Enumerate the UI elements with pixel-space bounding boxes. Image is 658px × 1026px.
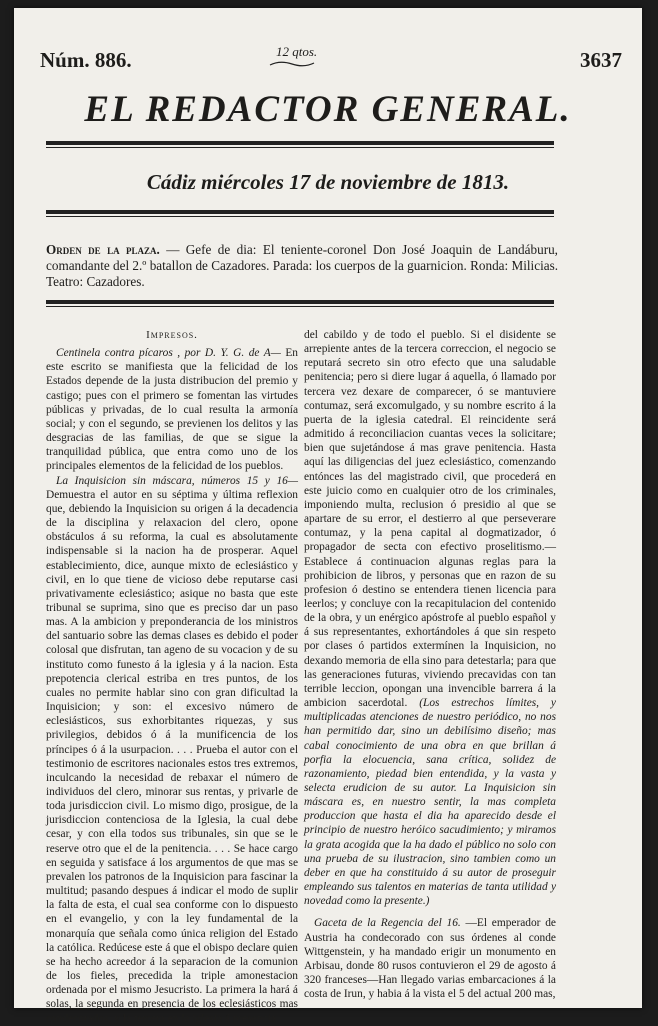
section-heading: Impresos.	[146, 329, 198, 341]
masthead-top	[28, 44, 628, 74]
rule-divider	[46, 147, 554, 148]
article-gaceta	[304, 916, 556, 1001]
flourish-ornament	[268, 60, 316, 68]
article-text: —El emperador de Austria ha condecorado con sus órdenes al conde Wittgenstein, y ha mandado erigir un monumento en Arbisau, donde 80 rusos contuvieron el 29 de agosto á 320 franceses—Han llegado varias embarcaciones á la costa de Irun, y habia á la vista el 5 del actual 200 mas,	[304, 917, 556, 1001]
newspaper-title: EL REDACTOR GENERAL.	[84, 89, 572, 130]
article-centinela	[46, 346, 298, 473]
article-lead: Gaceta de la Regencia del 16.	[314, 917, 461, 930]
orden-text: — Gefe de dia: El teniente-coronel Don José Joaquin de Landáburu, comandante del 2.º batallon de Cazadores. Parada: los cuerpos de la guarnicion. Ronda: Milicias. Teatro: Cazadores.	[46, 242, 559, 289]
issue-number: Núm. 886.	[40, 48, 132, 72]
rule-divider	[46, 141, 554, 145]
orden-de-la-plaza	[46, 242, 558, 290]
editorial-note: (Los estrechos límites, y multiplicadas atenciones de nuestro periódico, no nos han permitido dar, sino un debilísimo diseño; mas cabal conocimiento de una obra en que brillan á porfia la elocuencia, sana crítica, solidez de razonamiento, piedad bien entendida, y la vasta y selecta erudicion de su autor. La Inquisicion sin máscara es, en nuestro sentir, la mas completa produccion que hasta el dia ha aparecido desde el principio de nuestro heróico sacudimiento; y miramos la grata acogida que la ha dado el público no solo con una prueba de su ilustracion, sino tambien como un deber en que ha constituido á su autor de proseguir empleando sus talentos en materias de tanta utilidad y novedad como la presente.)	[304, 697, 556, 908]
issue-price: 12 qtos.	[276, 44, 318, 59]
article-lead: Centinela contra pícaros , por D. Y. G. de A—	[56, 347, 281, 360]
article-text: En este escrito se manifiesta que la felicidad de los Estados depende de la justa distribucion del premio y castigo; pues con el primero se fomentan las virtudes públicas y privadas, de lo cual resulta la armonía social; y con el segundo, se previenen los delitos y las desgracias de las familias, de que se sigue la tranquilidad pública, que entra como uno de los principales elementos de la felicidad de los pueblos.	[46, 347, 298, 473]
orden-label: Orden de la plaza.	[46, 242, 160, 257]
newspaper-page	[14, 8, 642, 1025]
rule-divider	[46, 216, 554, 217]
article-text: del cabildo y de todo el pueblo. Si el disidente se arrepiente antes de la tercera correccion, el negocio se reputará secreto sin otro efecto que una saludable penitencia; pero si diere lugar á aquella, ó llamado por tercera vez dexare de comparecer, ó se mantuviere contumaz, será excomulgado, y su nombre escrito á la puerta de la iglesia catedral. El reincidente será admitido á reconciliacion cuantas veces la solicitare; bien que sujetándose á mas grave penitencia. Hasta aquí las diligencias del juez eclesiástico, comenzando entónces las del magistrado civil, que procederá en este juicio como en cualquier otro de los criminales, imponiendo multa, reclusion ó presidio al que se apartare de su error, el destierro al que perseverare contumaz, y la pena capital al dogmatizador, ó propagador de secta con efectivo proselitismo.—Establece á continuacion algunas reglas para la prohibicion de libros, y personas que en razon de su profesion ó destino se entendera tienen licencia para leerlos; y concluye con la recapitulacion del contenido de la obra, y un enérgico apóstrofe al pueblo español y á sus representantes, exhortándoles á que sin respeto por clases ó partidos extermínen la Inquisicion, no dexando memoria de ella sino para detestarla; para que las generaciones futuras, viviendo precavidas con tan terrible leccion, opongan una invencible barrera á la ambicion sacerdotal.	[304, 329, 556, 710]
article-text: Demuestra el autor en su séptima y última reflexion que, debiendo la Inquisicion su origen á la decadencia de la disciplina y relaxacion del clero, opone obstáculos á su reforma, la cual es absolutamente indispensable si la nacion ha de prosperar. Aquel establecimiento, dice, aunque mixto de eclesiástico y civil, en lo que tiene de vicioso debe reputarse casi privativamente eclesiástico; asique no basta que este tribunal se suprima, sino que es preciso dar un paso mas. A la ambicion y preponderancia de los ministros del santuario sobre las demas clases es debido el poder colosal que disfrutan, tan ageno de su vocacion y de su instituto como funesto á la iglesia y á la nacion. Esta prepotencia clerical estriba en tres puntos, de los cuales no permite hablar sino con gran dificultad la Inquisicion; y son: el excesivo número de eclesiásticos, sus exhorbitantes riquezas, y sus privilegios, debidos ó á la munificencia de los príncipes ó á la usurpacion. . . . Prueba el autor con el testimonio de escritores nacionales estos tres extremos, inculcando la necesidad de rebaxar el número de individuos del clero, minorar sus rentas, y privarle de toda jurisdiccion civil. Lo mismo digo, prosigue, de la jurisdiccion contenciosa de la Iglesia, la cual debe cesar, y con ella todos sus tribunales, sin que se le reserve otro que el de la penitencia. . . . Se hace cargo en seguida y satisface á los argumentos de que mas se prevalen los patronos de la Inquisicion para fascinar la multitud; pasando despues á indicar el modo de suplir la falta de esta, el cual sea conforme con lo dispuesto en el evangelio, y con la ley fundamental de la monarquía que señala como única religion del Estado la católica. Redúcese este á que el obispo declare quien se ha hecho acreedor á la separacion de la comunion de los fieles, precedida la triple amonestacion ordenada por el mismo Jesucristo. La primera la hará á solas, la segunda en presencia de los eclesiásticos mas condecorados, y la tercera en la iglesia á presencia	[46, 488, 298, 1025]
rule-divider	[46, 210, 554, 214]
spacer	[304, 908, 556, 916]
page-number: 3637	[580, 48, 622, 72]
left-column	[46, 328, 298, 1025]
article-continuation	[304, 328, 556, 908]
dateline: Cádiz miércoles 17 de noviembre de 1813.	[146, 170, 510, 194]
right-column	[304, 328, 556, 1001]
article-lead: La Inquisicion sin máscara, números 15 y 16—	[56, 474, 298, 487]
article-inquisicion	[46, 474, 298, 1026]
rule-divider	[46, 300, 554, 304]
rule-divider	[46, 306, 554, 307]
